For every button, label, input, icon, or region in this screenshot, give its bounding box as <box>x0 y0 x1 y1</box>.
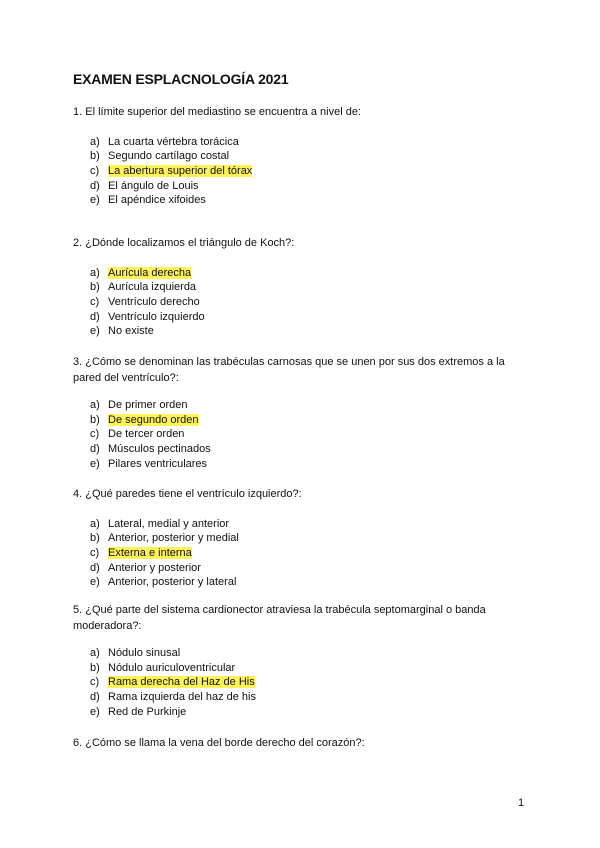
option-letter: d) <box>90 443 100 456</box>
option-text: El ángulo de Louis <box>108 179 199 192</box>
option-text: Lateral, medial y anterior <box>108 517 230 530</box>
option-item <box>73 531 533 546</box>
question-text: 4. ¿Qué paredes tiene el ventrículo izquierdo?: <box>73 488 302 500</box>
question-text: 1. El límite superior del mediastino se encuentra a nivel de: <box>73 106 361 118</box>
option-item <box>73 457 533 472</box>
option-item <box>73 295 533 310</box>
option-letter: c) <box>90 428 100 441</box>
option-item <box>73 266 533 281</box>
options-list <box>73 266 533 339</box>
question-text: 5. ¿Qué parte del sistema cardionector atraviesa la trabécula septomarginal o banda moderadora?: <box>73 604 486 632</box>
option-text: La cuarta vértebra torácica <box>108 135 239 148</box>
option-letter: c) <box>90 546 100 559</box>
option-item <box>73 575 533 590</box>
option-item <box>73 661 533 676</box>
question-text: 2. ¿Dónde localizamos el triángulo de Koch?: <box>73 237 295 249</box>
option-letter: c) <box>90 164 100 177</box>
options-list <box>73 135 533 208</box>
option-item <box>73 442 533 457</box>
question-5 <box>73 603 533 719</box>
option-letter: e) <box>90 457 100 470</box>
correct-option-text: Rama derecha del Haz de His <box>108 676 255 689</box>
option-letter: a) <box>90 647 100 659</box>
option-letter: e) <box>90 194 100 207</box>
page-number: 1 <box>518 797 525 809</box>
option-letter: d) <box>90 179 100 192</box>
option-letter: a) <box>90 266 100 279</box>
option-text: Segundo cartílago costal <box>108 150 230 163</box>
option-text: Nódulo sinusal <box>108 647 181 659</box>
option-letter: b) <box>90 661 100 674</box>
option-item <box>73 705 533 720</box>
question-text: 3. ¿Cómo se denominan las trabéculas carnosas que se unen por sus dos extremos a la pared del ventrículo?: <box>73 356 505 384</box>
option-letter: e) <box>90 576 100 589</box>
option-item <box>73 149 533 164</box>
option-text: Anterior, posterior y lateral <box>108 576 237 589</box>
option-letter: e) <box>90 325 100 338</box>
option-text: Nódulo auriculoventricular <box>108 661 236 674</box>
question-text: 6. ¿Cómo se llama la vena del borde derecho del corazón?: <box>73 737 365 749</box>
option-text: De tercer orden <box>108 428 185 441</box>
question-2 <box>73 236 533 339</box>
option-item <box>73 324 533 339</box>
option-text: Ventrículo derecho <box>108 295 200 308</box>
option-text: Anterior y posterior <box>108 561 201 574</box>
question-1 <box>73 105 533 208</box>
option-item <box>73 193 533 208</box>
option-text: No existe <box>108 325 154 338</box>
option-text: Red de Purkinje <box>108 705 187 718</box>
option-item <box>73 135 533 150</box>
option-letter: b) <box>90 150 100 163</box>
option-text: Pilares ventriculares <box>108 457 208 470</box>
question-3 <box>73 355 533 471</box>
option-letter: b) <box>90 281 100 294</box>
correct-option-text: De segundo orden <box>108 413 199 426</box>
correct-option-text: La abertura superior del tórax <box>108 164 253 177</box>
option-item <box>73 413 533 428</box>
option-text: Aurícula izquierda <box>108 281 197 294</box>
option-text: Anterior, posterior y medial <box>108 532 239 545</box>
correct-option-text: Externa e interna <box>108 546 192 559</box>
option-item <box>73 164 533 179</box>
option-text: Ventrículo izquierdo <box>108 310 205 323</box>
option-letter: c) <box>90 295 100 308</box>
option-letter: a) <box>90 399 100 411</box>
option-letter: d) <box>90 691 100 704</box>
option-item <box>73 179 533 194</box>
option-item <box>73 646 533 661</box>
options-list <box>73 398 533 471</box>
option-item <box>73 427 533 442</box>
option-item <box>73 690 533 705</box>
option-text: Rama izquierda del haz de his <box>108 691 256 704</box>
option-item <box>73 398 533 413</box>
option-letter: d) <box>90 561 100 574</box>
option-letter: a) <box>90 135 100 148</box>
option-item <box>73 280 533 295</box>
option-item <box>73 675 533 690</box>
question-4 <box>73 487 533 590</box>
question-6 <box>73 736 533 752</box>
option-letter: b) <box>90 532 100 545</box>
option-item <box>73 310 533 325</box>
options-list <box>73 517 533 590</box>
options-list <box>73 646 533 719</box>
option-item <box>73 561 533 576</box>
option-text: Músculos pectinados <box>108 443 211 456</box>
correct-option-text: Aurícula derecha <box>108 266 192 279</box>
option-text: El apéndice xifoides <box>108 194 206 207</box>
option-letter: c) <box>90 676 100 689</box>
option-item <box>73 546 533 561</box>
option-item <box>73 517 533 532</box>
option-letter: e) <box>90 705 100 718</box>
option-letter: a) <box>90 517 100 530</box>
option-letter: d) <box>90 310 100 323</box>
exam-title: EXAMEN ESPLACNOLOGÍA 2021 <box>73 71 289 87</box>
option-letter: b) <box>90 413 100 426</box>
option-text: De primer orden <box>108 399 188 411</box>
